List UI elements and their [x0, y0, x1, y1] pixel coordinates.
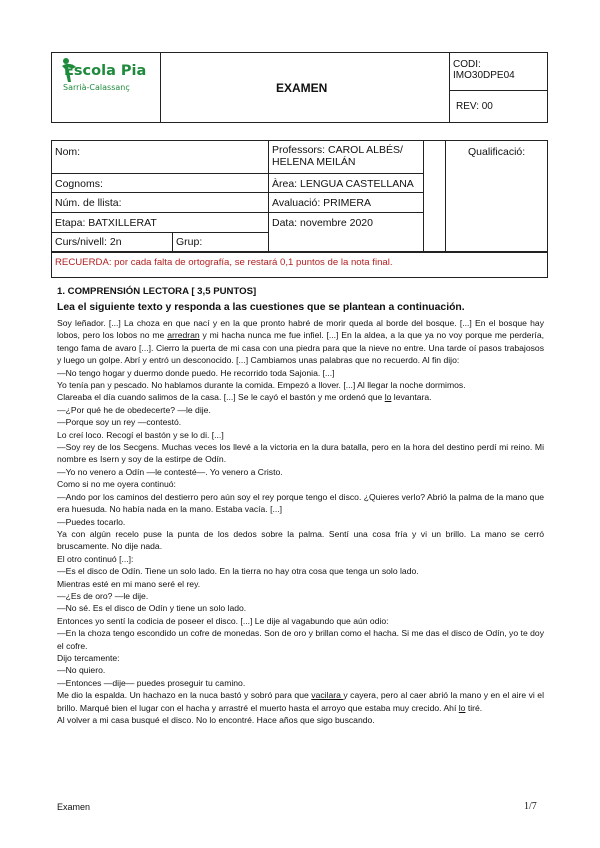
paragraph: —En la choza tengo escondido un cofre de monedas. Son de oro y brillan como el hacha. Si me das el disco de Odín, yo te doy el cofre.: [57, 628, 544, 651]
field-num-llista: Núm. de llista:: [55, 197, 122, 209]
paragraph: —No quiero.: [57, 665, 106, 676]
field-area: Àrea: LENGUA CASTELLANA: [272, 178, 414, 190]
paragraph: [57, 391, 544, 403]
underlined-word: lo: [458, 702, 466, 713]
paragraph: Mientras esté en mi mano seré el rey.: [57, 578, 201, 589]
text-span: Me dio la espalda. Un hachazo en la nuca bastó y sobró para que: [57, 690, 312, 701]
text-span: y cayera, pero al caer abrió la mano y en el aire vi el brillo. Marqué bien el lugar con el hacha y arrastré el muerto hasta el arroyo que estaba muy crecido. Ahí: [57, 690, 544, 713]
info-divider: [51, 212, 423, 213]
underlined-word: lo: [384, 392, 392, 403]
reading-text: [57, 317, 544, 726]
school-name: Escola Pia: [64, 63, 147, 79]
info-divider: [268, 140, 269, 252]
spelling-notice: RECUERDA: por cada falta de ortografía, se restará 0,1 puntos de la nota final.: [55, 257, 393, 268]
field-curs: Curs/nivell: 2n: [55, 236, 122, 248]
header-divider: [160, 52, 161, 123]
paragraph: Lo creí loco. Recogí el bastón y se lo di. [...]: [57, 429, 224, 440]
field-professors-cont: HELENA MEILÁN: [272, 156, 356, 168]
paragraph: El otro continuó [...]:: [57, 553, 134, 564]
school-subtitle: Sarrià-Calassanç: [63, 83, 130, 92]
code-value: IMO30DPE04: [453, 70, 515, 81]
section-heading: 1. COMPRENSIÓN LECTORA [ 3,5 PUNTOS]: [57, 286, 257, 297]
paragraph: Ya con algún recelo puse la punta de los dedos sobre la palma. Sentí una cosa fría y vi un brillo. La mano se cerró bruscamente. No dije nada.: [57, 528, 544, 552]
text-span: tiré.: [465, 702, 483, 713]
field-qualificacio: Qualificació:: [468, 146, 526, 158]
school-logo: [58, 55, 154, 109]
footer-label: Examen: [57, 802, 91, 812]
info-divider: [51, 192, 423, 193]
paragraph: —Es el disco de Odín. Tiene un solo lado. En la tierra no hay otra cosa que tenga un solo lado.: [57, 566, 419, 577]
paragraph: Entonces yo sentí la codicia de poseer el disco. [...] Le dije al vagabundo que aún odio:: [57, 615, 389, 626]
paragraph: —Porque soy un rey —contestó.: [57, 417, 182, 428]
text-span: levantara.: [391, 392, 432, 403]
text-span: Soy leñador. [...] La choza en que nací y en la que pronto habré de morir queda al borde del bosque. [...] En el bosque hay lobos, pero los lobos no me: [57, 318, 544, 341]
info-divider: [423, 140, 424, 252]
paragraph: —Puedes tocarlo.: [57, 516, 126, 527]
paragraph: —No tengo hogar y duermo donde puedo. He recorrido toda Sajonia. [...]: [57, 367, 335, 378]
paragraph: Dijo tercamente:: [57, 652, 120, 663]
field-grup: Grup:: [176, 236, 203, 248]
paragraph: —Yo no venero a Odín —le contesté—. Yo venero a Cristo.: [57, 466, 283, 477]
info-divider: [172, 232, 173, 252]
paragraph: [57, 689, 544, 714]
field-avaluacio: Avaluació: PRIMERA: [272, 197, 372, 209]
paragraph: —No sé. Es el disco de Odín y tiene un solo lado.: [57, 603, 247, 614]
field-data: Data: novembre 2020: [272, 217, 373, 229]
info-divider: [51, 232, 268, 233]
underlined-word: vacilara: [311, 690, 344, 701]
header-divider: [449, 90, 548, 91]
paragraph: Al volver a mi casa busqué el disco. No lo encontré. Hace años que sigo buscando.: [57, 715, 375, 725]
paragraph: Como si no me oyera continuó:: [57, 479, 176, 490]
paragraph: [57, 317, 544, 367]
section-instruction: Lea el siguiente texto y responda a las cuestiones que se plantean a continuación.: [57, 302, 465, 313]
field-cognoms: Cognoms:: [55, 178, 103, 190]
text-span: y mi hacha nunca me fue infiel. [...] En la aldea, a la que ya no voy porque me perdería, tengo fama de avaro [...]. Cierro la puerta de mi casa con una piedra para que la nieve no entre. Una tarde oí pasos trabajosos y luego un golpe. Abrí y entró un desconocido. [...] Cambiamos unas palabras que no recuerdo. Al fin dijo:: [57, 330, 544, 366]
revision: REV: 00: [456, 101, 493, 112]
field-etapa: Etapa: BATXILLERAT: [55, 217, 157, 229]
field-professors: Professors: CAROL ALBÉS/: [272, 144, 403, 156]
field-nom: Nom:: [55, 146, 81, 158]
paragraph: —Ando por los caminos del destierro pero aún soy el rey porque tengo el disco. ¿Quieres verlo? Abrió la palma de la mano que era huesuda. No había nada en la mano. Estaba vacía. [...]: [57, 491, 544, 515]
paragraph: —¿Por qué he de obedecerte? —le dije.: [57, 404, 211, 415]
exam-title: EXAMEN: [276, 81, 328, 95]
paragraph: Yo tenía pan y pescado. No hablamos durante la comida. Empezó a llover. [...] Al llegar la noche dormimos.: [57, 380, 466, 391]
header-divider: [449, 52, 450, 123]
page-number: 1/7: [524, 801, 537, 812]
paragraph: —Entonces —dije— puedes proseguir tu camino.: [57, 677, 246, 688]
info-divider: [445, 140, 446, 252]
paragraph: —Soy rey de los Secgens. Muchas veces los llevé a la victoria en la dura batalla, pero en la hora del destino perdí mi reino. Mi nombre es Isern y soy de la estirpe de Odín.: [57, 442, 544, 465]
paragraph: —¿Es de oro? —le dije.: [57, 590, 149, 601]
text-span: Clareaba el día cuando salimos de la casa. [...] Se le cayó el bastón y me ordenó que: [57, 392, 385, 403]
underlined-word: arredran: [167, 330, 200, 341]
code-label: CODI:: [453, 59, 481, 70]
info-divider: [51, 173, 423, 174]
